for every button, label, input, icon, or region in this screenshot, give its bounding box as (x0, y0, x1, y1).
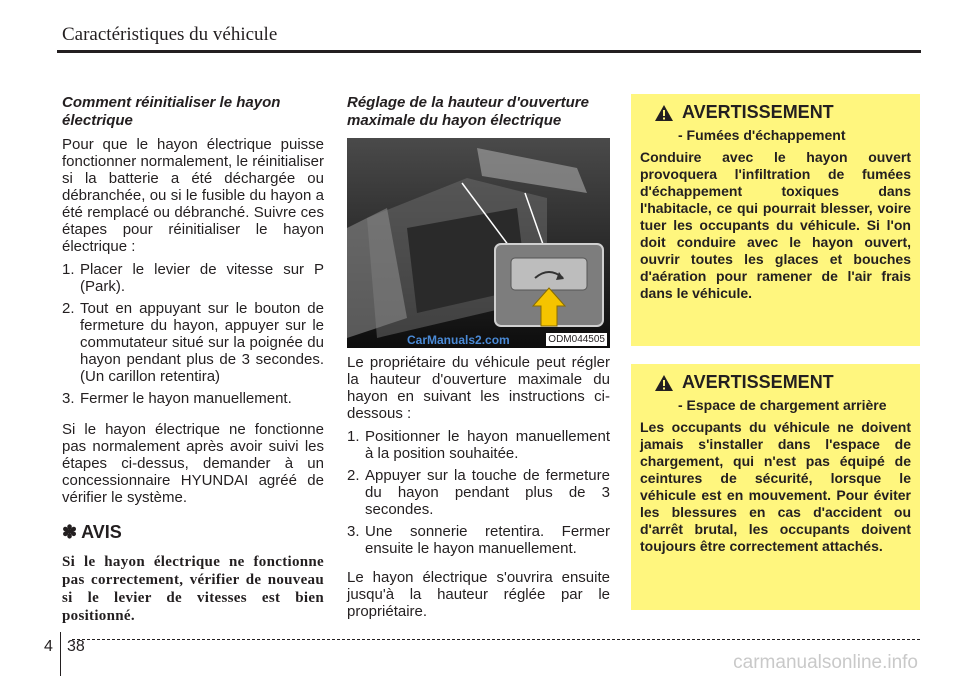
warning-heading (640, 372, 911, 393)
warning-triangle-icon (654, 104, 674, 122)
warning-subtitle: - Fumées d'échappement (678, 127, 846, 143)
warning-triangle-icon (654, 374, 674, 392)
site-watermark: carmanualsonline.info (733, 652, 918, 673)
avis-label: AVIS (81, 522, 122, 542)
chapter-number: 4 (44, 638, 53, 655)
middle-column (347, 94, 610, 620)
footer-divider (60, 632, 61, 676)
section-title-height: Réglage de la hauteur d'ouverture maximale du hayon électrique (347, 94, 589, 129)
figure-code: ODM044505 (548, 334, 605, 345)
reset-note: Si le hayon électrique ne fonctionne pas normalement après avoir suivi les étapes ci-dessus, demander à un concessionnaire HYUNDAI agréé de vérifier le système. (62, 421, 324, 506)
page-header-title: Caractéristiques du véhicule (62, 24, 278, 45)
warning-title: AVERTISSEMENT (682, 102, 834, 122)
avis-text: Si le hayon électrique ne fonctionne pas correctement, vérifier de nouveau si le levier de vitesses est bien positionné. (62, 554, 324, 624)
height-steps (347, 428, 610, 557)
figure-watermark: CarManuals2.com (407, 333, 510, 347)
warning-title: AVERTISSEMENT (682, 372, 834, 392)
warning-subtitle: - Espace de chargement arrière (678, 397, 887, 413)
avis-heading (62, 522, 324, 543)
tailgate-figure (347, 138, 610, 348)
height-step: 3. Une sonnerie retentira. Fermer ensuite le hayon manuellement. (347, 523, 610, 557)
footer-rule (72, 639, 920, 640)
warning-box-cargo (631, 364, 920, 610)
height-intro: Le propriétaire du véhicule peut régler la hauteur d'ouverture maximale du hayon en suivant les instructions ci-dessous : (347, 354, 610, 422)
reset-intro: Pour que le hayon électrique puisse fonctionner normalement, le réinitialiser si la batterie a été déchargée ou débranchée, ou si le fusible du hayon a été remplacé ou débranché. Suivre ces étapes pour réinitialiser le hayon électrique : (62, 136, 324, 255)
height-step: 2. Appuyer sur la touche de fermeture du hayon pendant plus de 3 secondes. (347, 467, 610, 518)
height-closing: Le hayon électrique s'ouvrira ensuite jusqu'à la hauteur réglée par le propriétaire. (347, 569, 610, 620)
reset-step: 1. Placer le levier de vitesse sur P (Park). (62, 261, 324, 295)
reset-steps (62, 261, 324, 407)
header-rule (57, 50, 921, 53)
page-number: 38 (67, 638, 85, 655)
height-step: 1. Positionner le hayon manuellement à la position souhaitée. (347, 428, 610, 462)
warning-heading (640, 102, 911, 123)
asterisk-icon: ✽ (62, 522, 78, 542)
reset-step: 2. Tout en appuyant sur le bouton de fermeture du hayon, appuyer sur le commutateur situé sur la poignée du hayon pendant plus de 3 secondes. (Un carillon retentira) (62, 300, 324, 385)
left-column (62, 94, 324, 625)
reset-step: 3. Fermer le hayon manuellement. (62, 390, 292, 407)
section-title-reset: Comment réinitialiser le hayon électrique (62, 94, 281, 129)
tailgate-illustration (347, 138, 610, 348)
warning-body: Conduire avec le hayon ouvert provoquera l'infiltration de fumées d'échappement toxiques dans l'habitacle, ce qui pourrait blesser, voire tuer les occupants du véhicule. Si l'on doit conduire avec le hayon ouvert, ouvrir toutes les glaces et bouches d'aération pour ramener de l'air frais dans le véhicule. (640, 149, 911, 301)
warning-body: Les occupants du véhicule ne doivent jamais s'installer dans l'espace de chargement, qui n'est pas équipé de ceintures de sécurité, lorsque le véhicule est en mouvement. Pour éviter les blessures en cas d'accident ou d'arrêt brutal, les occupants doivent toujours être correctement attachés. (640, 419, 911, 554)
warning-box-exhaust (631, 94, 920, 346)
